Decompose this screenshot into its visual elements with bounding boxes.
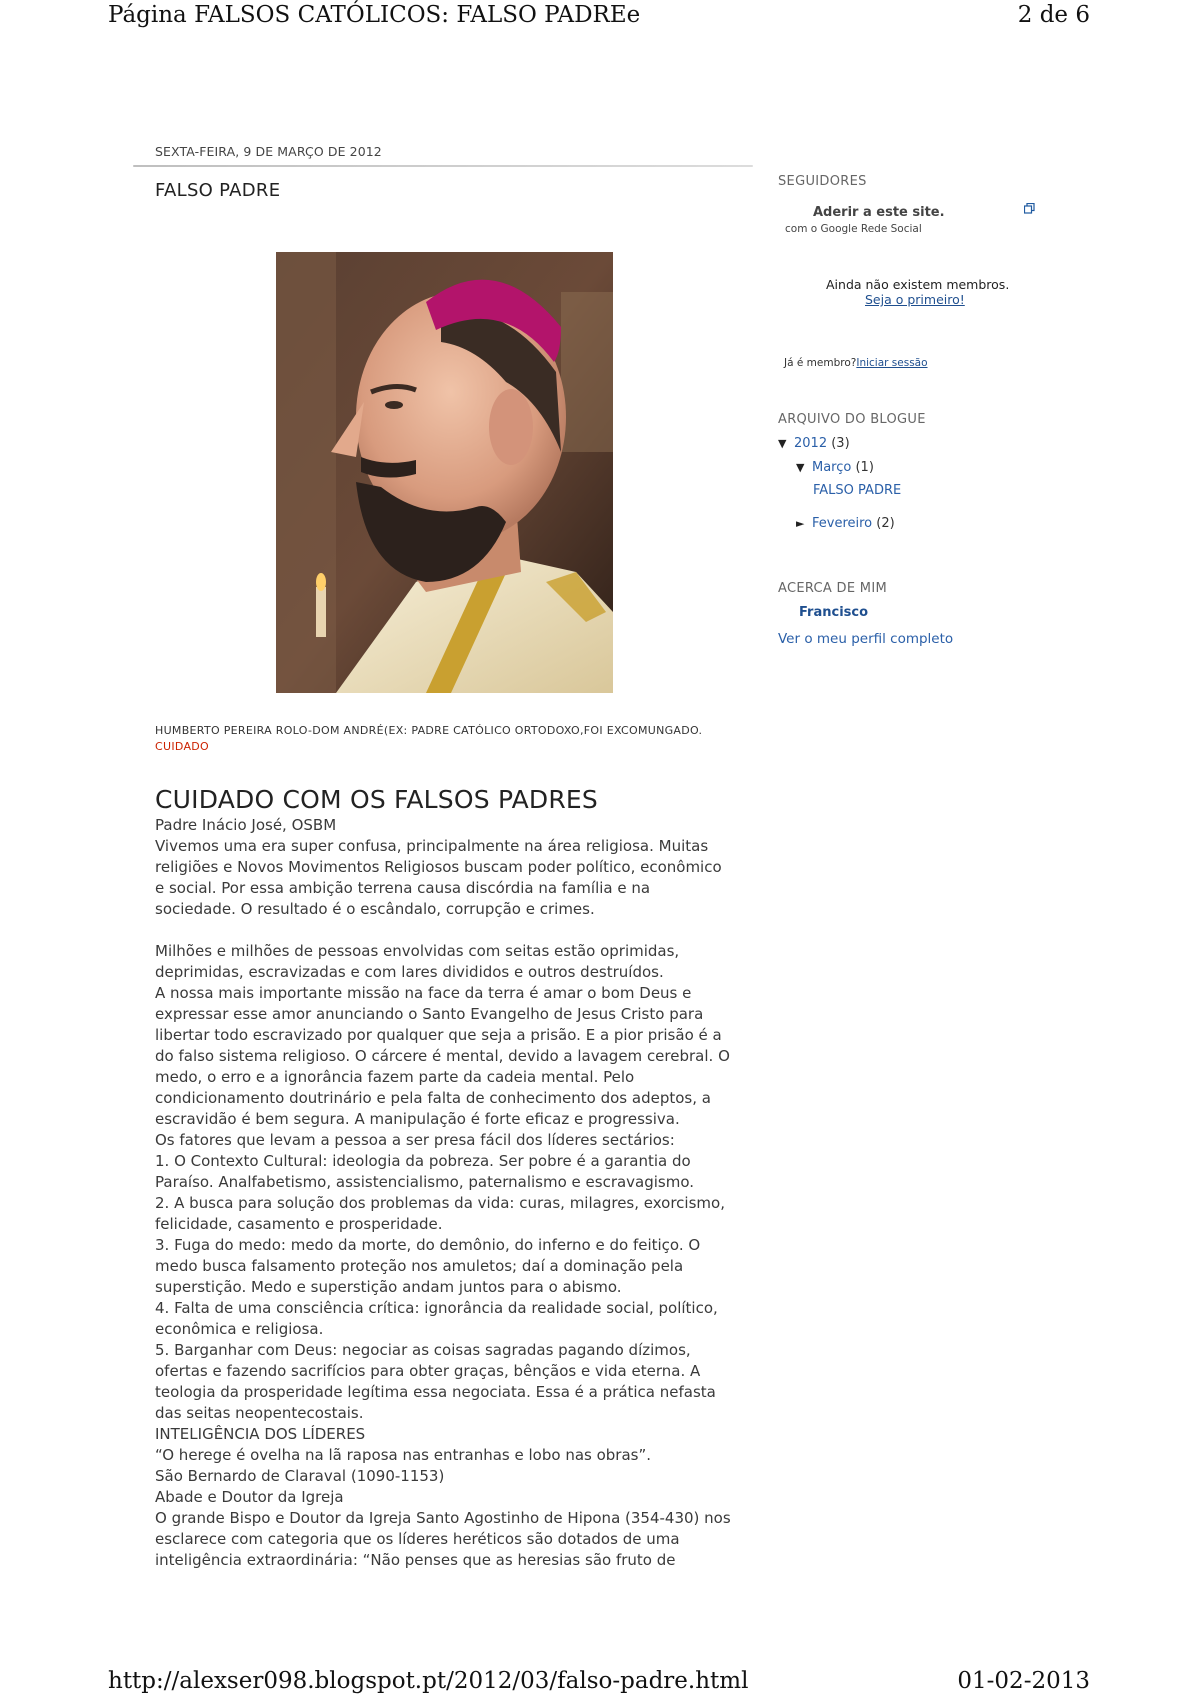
article-paragraph: Vivemos uma era super confusa, principalmente na área religiosa. Muitas religiões e Novos Movimentos Religiosos buscam poder político, econômico e social. Por essa ambição terrena causa discórdia na família e na sociedade. O resultado é o escândalo, corrupção e crimes. [155, 837, 722, 918]
article-paragraph: 5. Barganhar com Deus: negociar as coisas sagradas pagando dízimos, ofertas e fazendo sacrifícios para obter graças, bênçãos e vida eterna. A teologia da prosperidade legítima essa negociata. Essa é a prática nefasta das seitas neopentecostais. [155, 1341, 716, 1422]
expanded-triangle-icon[interactable]: ▼ [778, 437, 787, 450]
post-divider [133, 165, 753, 167]
profile-name-link[interactable]: Francisco [799, 605, 869, 620]
article-paragraph: INTELIGÊNCIA DOS LÍDERES [155, 1425, 366, 1443]
article-paragraph: Milhões e milhões de pessoas envolvidas com seitas estão oprimidas, deprimidas, escravizadas e com lares divididos e outros destruídos. [155, 942, 680, 981]
article-paragraph: Os fatores que levam a pessoa a ser presa fácil dos líderes sectários: [155, 1131, 675, 1149]
archive-month-count: (2) [876, 516, 895, 531]
archive-heading: ARQUIVO DO BLOGUE [778, 412, 926, 427]
article-paragraph: A nossa mais importante missão na face da terra é amar o bom Deus e expressar esse amor anunciando o Santo Evangelho de Jesus Cristo para libertar todo escravizado por qualquer que seja a prisão. E a pior prisão é a do falso sistema religioso. O cárcere é mental, devido a lavagem cerebral. O medo, o erro e a ignorância fazem parte da cadeia mental. Pelo condicionamento doutrinário e pela falta de conhecimento dos adeptos, a escravidão é bem segura. A manipulação é forte eficaz e progressiva. [155, 984, 730, 1128]
expanded-triangle-icon[interactable]: ▼ [796, 461, 805, 474]
archive-year-count: (3) [831, 436, 850, 451]
post-title[interactable]: FALSO PADRE [155, 180, 281, 201]
article-paragraph: 2. A busca para solução dos problemas da vida: curas, milagres, exorcismo, felicidade, casamento e prosperidade. [155, 1194, 725, 1233]
article-paragraph: São Bernardo de Claraval (1090-1153) [155, 1467, 445, 1485]
print-page-indicator: 2 de 6 [1017, 2, 1090, 28]
post-date: SEXTA-FEIRA, 9 DE MARÇO DE 2012 [155, 144, 382, 159]
archive-post-link[interactable]: FALSO PADRE [813, 483, 902, 498]
print-date: 01-02-2013 [957, 1668, 1090, 1694]
sign-in-link[interactable]: Iniciar sessão [856, 357, 928, 369]
be-first-link[interactable]: Seja o primeiro! [865, 292, 965, 307]
archive-year-link[interactable]: 2012 [794, 436, 828, 451]
archive-month-link[interactable]: Março [812, 460, 852, 475]
archive-year-row[interactable] [778, 436, 850, 451]
article-paragraph: 4. Falta de uma consciência crítica: ignorância da realidade social, político, econômica e religiosa. [155, 1299, 718, 1338]
article-paragraph: Abade e Doutor da Igreja [155, 1488, 344, 1506]
article-paragraph: 3. Fuga do medo: medo da morte, do demônio, do inferno e do feitiço. O medo busca falsamento proteção nos amuletos; daí a dominação pela superstição. Medo e superstição andam juntos para o abismo. [155, 1236, 701, 1296]
archive-month-count: (1) [855, 460, 874, 475]
article-heading: CUIDADO COM OS FALSOS PADRES [155, 785, 599, 814]
join-site-button[interactable]: Aderir a este site. [813, 205, 945, 220]
article-paragraph: “O herege é ovelha na lã raposa nas entranhas e lobo nas obras”. [155, 1446, 652, 1464]
print-url: http://alexser098.blogspot.pt/2012/03/falso-padre.html [108, 1668, 749, 1694]
article-paragraph: O grande Bispo e Doutor da Igreja Santo Agostinho de Hipona (354-430) nos esclarece com categoria que os líderes heréticos são dotados de uma inteligência extraordinária: “Não penses que as heresias são fruto de [155, 1509, 731, 1569]
archive-month-link[interactable]: Fevereiro [812, 516, 873, 531]
paragraph-gap [155, 920, 735, 941]
print-page-title: Página FALSOS CATÓLICOS: FALSO PADREe [108, 2, 641, 28]
photo-caption-text: HUMBERTO PEREIRA ROLO-DOM ANDRÉ(EX: PADRE CATÓLICO ORTODOXO,FOI EXCOMUNGADO. [155, 724, 703, 737]
photo-caption [155, 723, 715, 755]
archive-month-row[interactable] [796, 516, 895, 531]
article-paragraph: Padre Inácio José, OSBM [155, 816, 337, 834]
archive-month-row[interactable] [796, 460, 874, 475]
post-photo[interactable] [276, 252, 613, 693]
full-profile-link[interactable]: Ver o meu perfil completo [778, 631, 954, 647]
already-member-text: Já é membro? [784, 357, 857, 369]
article-paragraph: 1. O Contexto Cultural: ideologia da pobreza. Ser pobre é a garantia do Paraíso. Analfabetismo, assistencialismo, paternalismo e escravagismo. [155, 1152, 695, 1191]
article-body [155, 815, 735, 1571]
join-site-subtitle: com o Google Rede Social [785, 223, 922, 235]
caption-label-tag[interactable]: CUIDADO [155, 740, 210, 753]
collapsed-triangle-icon[interactable]: ► [796, 517, 805, 530]
no-members-text: Ainda não existem membros. [826, 277, 1010, 292]
about-heading: ACERCA DE MIM [778, 581, 887, 596]
followers-heading: SEGUIDORES [778, 174, 867, 189]
popout-icon[interactable] [1024, 203, 1035, 214]
already-member-row [784, 357, 928, 369]
